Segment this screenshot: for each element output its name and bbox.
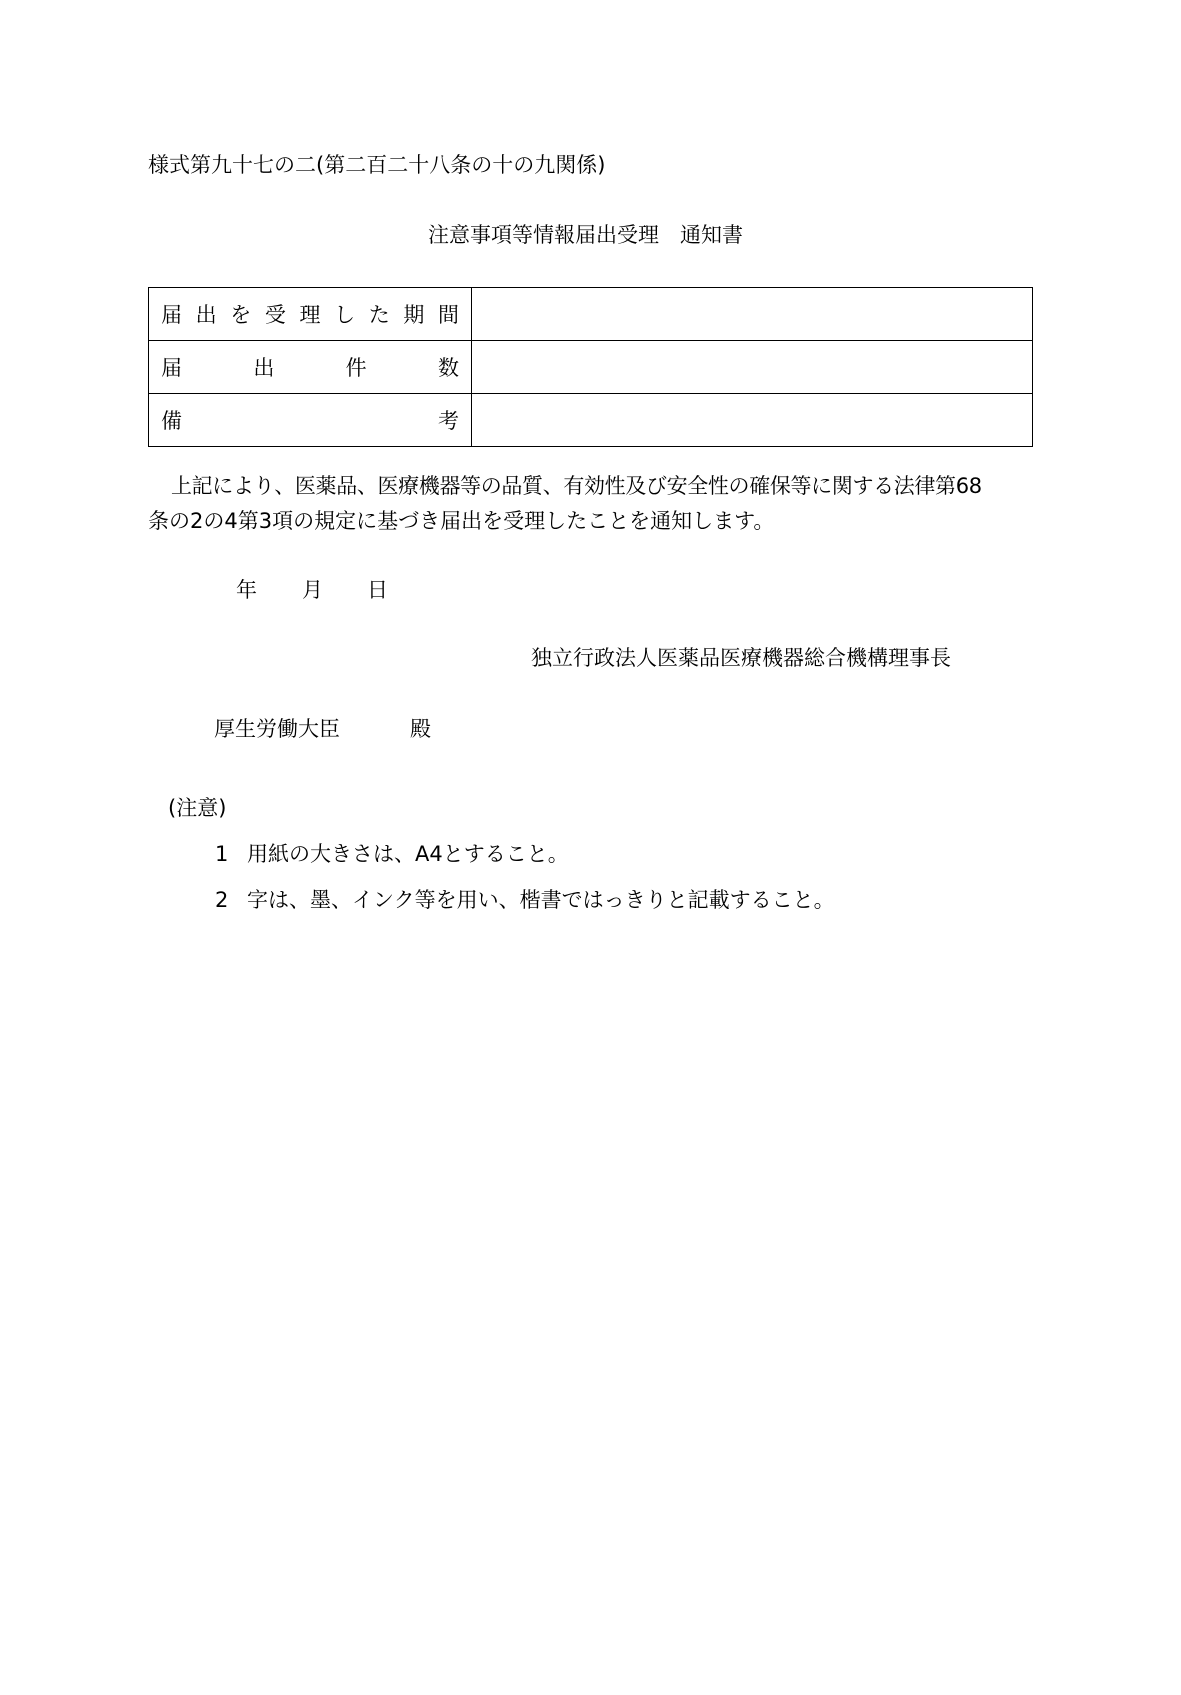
row-label-period: 届 出 を 受 理 し た 期 間: [161, 303, 459, 327]
issuer: 独立行政法人医薬品医療機器総合機構理事長: [531, 646, 951, 670]
document-title: 注意事項等情報届出受理 通知書: [428, 223, 743, 247]
row-value-remarks: [472, 394, 1033, 447]
info-table: [148, 287, 1033, 447]
notes-heading: (注意): [168, 796, 227, 820]
note-text: 字は、墨、インク等を用い、楷書ではっきりと記載すること。: [247, 888, 835, 912]
addressee-name: 厚生労働大臣: [214, 717, 340, 741]
table-row: [149, 341, 1033, 394]
row-value-count: [472, 341, 1033, 394]
date-day: 日: [367, 578, 388, 602]
date-year: 年: [236, 578, 257, 602]
addressee-honorific: 殿: [410, 717, 431, 741]
table-row: [149, 394, 1033, 447]
note-number: 1: [215, 842, 229, 866]
note-text: 用紙の大きさは、A4とすること。: [247, 842, 569, 866]
row-label-remarks: 備 考: [161, 409, 459, 433]
table-row: [149, 288, 1033, 341]
date-month: 月: [302, 578, 323, 602]
row-label-count: 届 出 件 数: [161, 356, 459, 380]
body-line-2: 条の2の4第3項の規定に基づき届出を受理したことを通知します。: [148, 509, 775, 533]
row-value-period: [472, 288, 1033, 341]
body-line-1: 上記により、医薬品、医療機器等の品質、有効性及び安全性の確保等に関する法律第68: [171, 474, 982, 498]
form-number: 様式第九十七の二(第二百二十八条の十の九関係): [148, 153, 606, 177]
note-number: 2: [215, 888, 229, 912]
